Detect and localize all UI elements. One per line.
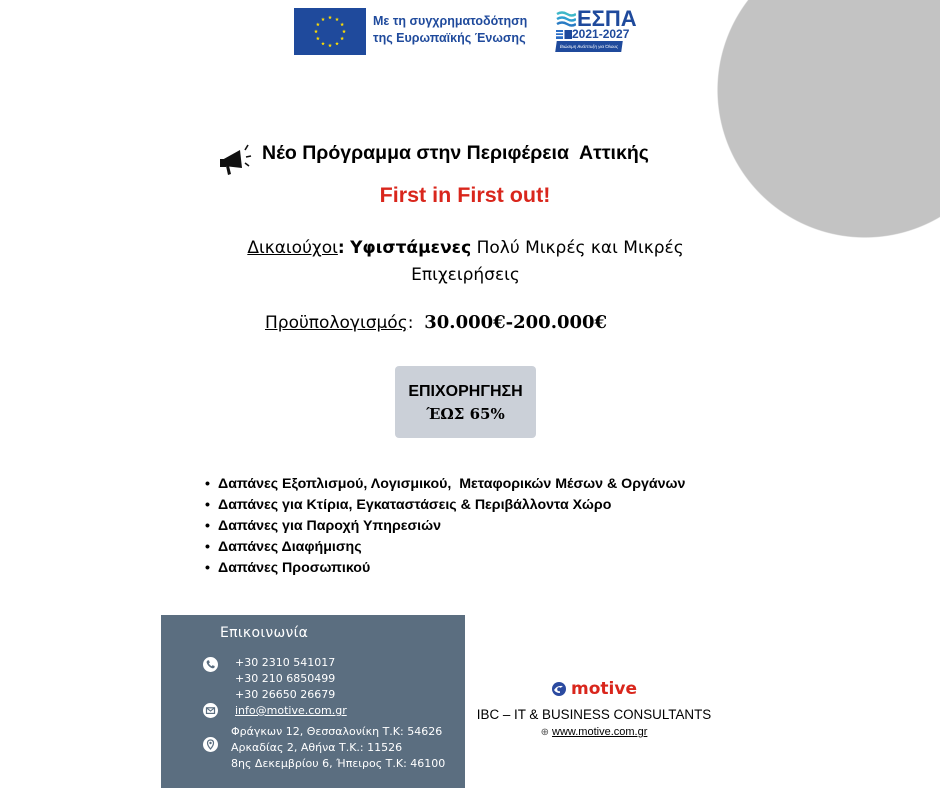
eu-star <box>340 37 344 41</box>
globe-icon: ⊕ <box>540 727 550 738</box>
address-line: 8ης Δεκεμβρίου 6, Ήπειρος Τ.Κ: 46100 <box>231 757 446 770</box>
megaphone-icon <box>218 142 252 176</box>
eu-star <box>314 30 318 34</box>
list-item <box>205 516 685 537</box>
phone-number[interactable]: +30 2310 541017 <box>235 656 336 669</box>
eu-star <box>316 37 320 41</box>
eu-star <box>316 23 320 27</box>
eu-caption-line2: της Ευρωπαϊκής Ένωσης <box>373 31 526 45</box>
motive-logo-mark-icon <box>551 681 567 697</box>
espa-tagline: Βιώσιμη Ανάπτυξη για Όλους <box>555 41 623 52</box>
eu-star <box>328 44 332 48</box>
cost-item-text: Δαπάνες Διαφήμισης <box>218 539 362 555</box>
phone-number[interactable]: +30 26650 26679 <box>235 688 336 701</box>
address-line: Φράγκων 12, Θεσσαλονίκη Τ.Κ: 54626 <box>231 725 443 738</box>
bullet: • <box>205 518 210 534</box>
greek-eu-flags-icon <box>556 30 572 39</box>
cost-item-text: Δαπάνες για Παροχή Υπηρεσιών <box>218 518 441 534</box>
cost-item-text: Δαπάνες Εξοπλισμού, Λογισμικού, Μεταφορικών Μέσων & Οργάνων <box>218 476 686 492</box>
grant-title: ΕΠΙΧΟΡΗΓΗΣΗ <box>408 383 523 400</box>
program-headline: Νέο Πρόγραμμα στην Περιφέρεια Αττικής <box>262 142 649 164</box>
grant-rate: ΈΩΣ 65% <box>426 405 505 423</box>
address-line: Αρκαδίας 2, Αθήνα Τ.Κ.: 11526 <box>231 741 403 754</box>
eu-cofunding-caption <box>373 13 527 47</box>
email-icon <box>203 703 218 718</box>
brand-subtitle: IBC – IT & BUSINESS CONSULTANTS <box>476 707 712 722</box>
list-item <box>205 474 685 495</box>
eu-star <box>328 16 332 20</box>
espa-years: 2021-2027 <box>572 27 630 41</box>
brand-block <box>466 680 722 738</box>
motive-logo <box>551 680 637 698</box>
eu-star <box>335 42 339 46</box>
bullet: • <box>205 539 210 555</box>
contact-panel <box>161 615 465 788</box>
budget-separator: : <box>407 313 414 333</box>
espa-title: ΕΣΠΑ <box>577 6 637 31</box>
espa-logo <box>556 6 637 54</box>
budget-label: Προϋπολογισμός <box>265 313 408 333</box>
budget-amount: 30.000€-200.000€ <box>424 312 608 333</box>
phone-number[interactable]: +30 210 6850499 <box>235 672 336 685</box>
beneficiaries-description: Πολύ Μικρές και Μικρές Επιχειρήσεις <box>411 238 684 285</box>
list-item <box>205 537 685 558</box>
bullet: • <box>205 476 210 492</box>
phone-icon <box>203 657 218 672</box>
beneficiaries-highlight: Υφιστάμενες <box>350 238 472 258</box>
grant-badge <box>395 366 536 438</box>
eligible-costs-list <box>205 474 685 579</box>
motive-wordmark: motive <box>571 679 637 699</box>
website-link[interactable]: www.motive.com.gr <box>552 726 648 738</box>
eu-flag-logo <box>294 8 366 55</box>
eu-star <box>340 23 344 27</box>
location-pin-icon <box>203 737 218 752</box>
cost-item-text: Δαπάνες Προσωπικού <box>218 560 371 576</box>
contact-title: Επικοινωνία <box>220 625 309 641</box>
beneficiaries-separator: : <box>337 238 345 258</box>
eu-caption-line1: Με τη συγχρηματοδότηση <box>373 14 528 28</box>
eu-star <box>335 17 339 21</box>
email-link[interactable]: info@motive.com.gr <box>235 704 347 717</box>
budget <box>265 312 607 333</box>
eu-stars-icon <box>294 8 366 55</box>
bullet: • <box>205 560 210 576</box>
beneficiaries-label: Δικαιούχοι <box>247 238 338 258</box>
cost-item-text: Δαπάνες για Κτίρια, Εγκαταστάσεις & Περιβάλλοντα Χώρο <box>218 497 612 513</box>
eu-star <box>321 17 325 21</box>
eu-star <box>342 30 346 34</box>
website-row <box>466 726 722 738</box>
beneficiaries <box>228 235 703 289</box>
list-item <box>205 558 685 579</box>
slogan: First in First out! <box>379 183 551 207</box>
list-item <box>205 495 685 516</box>
bullet: • <box>205 497 210 513</box>
eu-star <box>321 42 325 46</box>
